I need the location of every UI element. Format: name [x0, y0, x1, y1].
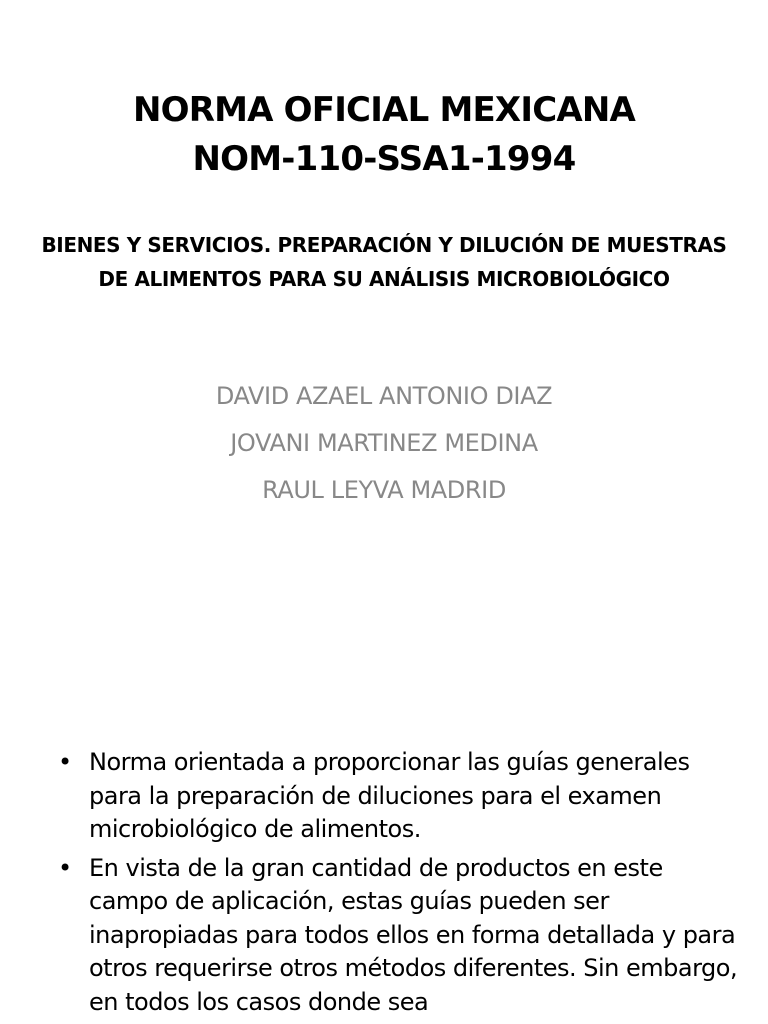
document-subtitle: BIENES Y SERVICIOS. PREPARACIÓN Y DILUCIÓN DE MUESTRAS DE ALIMENTOS PARA SU ANÁLISIS MICROBIOLÓGICO [41, 233, 727, 291]
bullet-text: En vista de la gran cantidad de productos en este campo de aplicación, estas guías pueden ser inapropiadas para todos ellos en forma detallada y para otros requerirse otros métodos diferentes. Sin embargo, en todos los casos donde sea [89, 853, 738, 1016]
title-line-2: NOM-110-SSA1-1994 [192, 139, 576, 179]
author-name: RAUL LEYVA MADRID [262, 476, 506, 504]
bullet-list [56, 746, 746, 1024]
bullet-text: Norma orientada a proporcionar las guías generales para la preparación de diluciones para el examen microbiológico de alimentos. [89, 748, 690, 843]
title-line-1: NORMA OFICIAL MEXICANA [132, 90, 636, 130]
bullet-dot-icon: • [58, 748, 72, 776]
author-name: DAVID AZAEL ANTONIO DIAZ [215, 382, 553, 410]
content-slide [0, 576, 768, 1024]
document-title [24, 86, 744, 184]
bullet-dot-icon: • [58, 853, 72, 882]
bullet-item [56, 746, 746, 847]
author-name: JOVANI MARTINEZ MEDINA [230, 429, 538, 457]
bullet-item [56, 852, 746, 1020]
authors-list [40, 374, 728, 515]
